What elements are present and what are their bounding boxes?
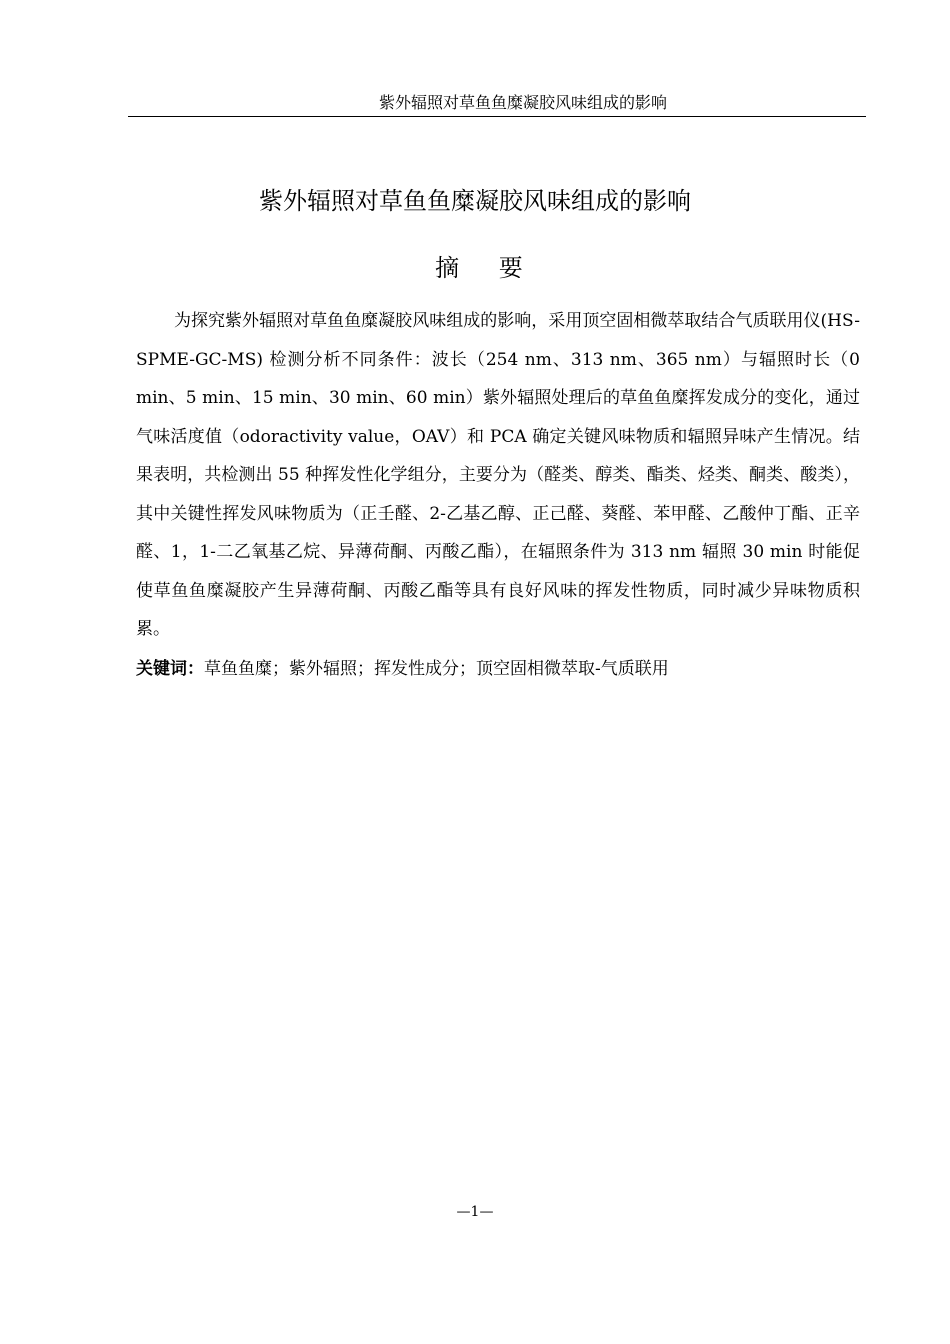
running-header xyxy=(128,92,866,117)
keywords-line xyxy=(136,652,860,686)
page-number: —1— xyxy=(456,1204,494,1220)
keywords-label: 关键词： xyxy=(136,659,204,679)
running-header-title: 紫外辐照对草鱼鱼糜凝胶风味组成的影响 xyxy=(378,93,667,112)
abstract-heading: 摘 要 xyxy=(435,254,539,282)
keywords-text: 草鱼鱼糜；紫外辐照；挥发性成分；顶空固相微萃取-气质联用 xyxy=(204,659,669,679)
abstract-paragraph: 为探究紫外辐照对草鱼鱼糜凝胶风味组成的影响，采用顶空固相微萃取结合气质联用仪(HS-SPME-GC-MS) 检测分析不同条件：波长（254 nm、313 nm、365 nm）与辐照时长（0 min、5 min、15 min、30 min、60 min）紫外辐照处理后的草鱼鱼糜挥发成分的变化，通过气味活度值（odoractivity value，OAV）和 PCA 确定关键风味物质和辐照异味产生情况。结果表明，共检测出 55 种挥发性化学组分，主要分为（醛类、醇类、酯类、烃类、酮类、酸类），其中关键性挥发风味物质为（正壬醛、2-乙基乙醇、正己醛、葵醛、苯甲醛、乙酸仲丁酯、正辛醛、1，1-二乙氧基乙烷、异薄荷酮、丙酸乙酯），在辐照条件为 313 nm 辐照 30 min 时能促使草鱼鱼糜凝胶产生异薄荷酮、丙酸乙酯等具有良好风味的挥发性物质，同时减少异味物质积累。 xyxy=(136,311,860,639)
document-title: 紫外辐照对草鱼鱼糜凝胶风味组成的影响 xyxy=(259,187,691,215)
